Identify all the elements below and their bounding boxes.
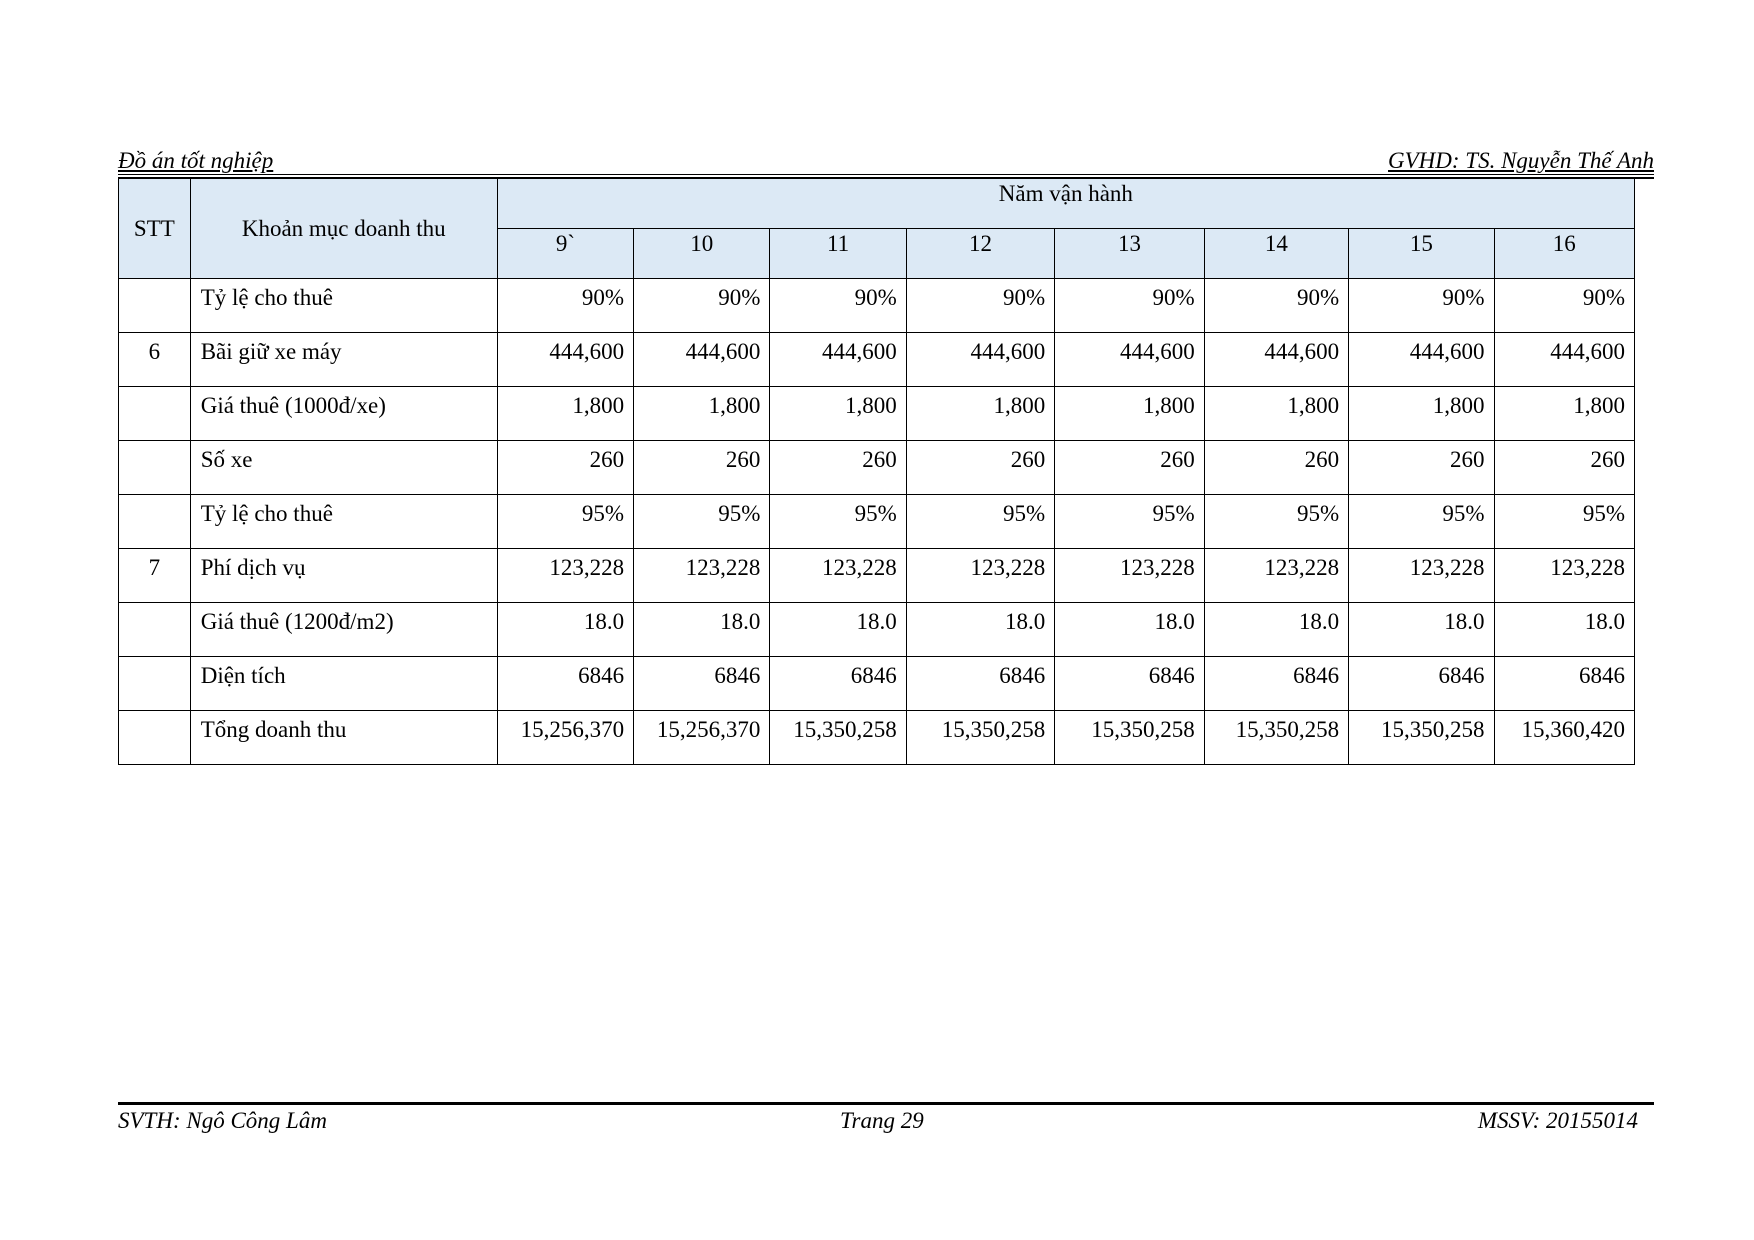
year-header-cell: 14 xyxy=(1204,229,1348,279)
revenue-table xyxy=(118,178,1635,765)
value-cell: 6846 xyxy=(1494,657,1634,711)
value-cell: 15,360,420 xyxy=(1494,711,1634,765)
year-header-cell: 16 xyxy=(1494,229,1634,279)
value-cell: 444,600 xyxy=(906,333,1054,387)
value-cell: 260 xyxy=(770,441,906,495)
value-cell: 6846 xyxy=(497,657,633,711)
value-cell: 260 xyxy=(1055,441,1204,495)
value-cell: 1,800 xyxy=(770,387,906,441)
value-cell: 6846 xyxy=(906,657,1054,711)
stt-cell: 7 xyxy=(119,549,191,603)
value-cell: 15,350,258 xyxy=(1204,711,1348,765)
table-row xyxy=(119,549,1635,603)
value-cell: 15,350,258 xyxy=(1055,711,1204,765)
item-cell: Bãi giữ xe máy xyxy=(190,333,497,387)
table-body xyxy=(119,279,1635,765)
value-cell: 123,228 xyxy=(1204,549,1348,603)
value-cell: 1,800 xyxy=(1349,387,1494,441)
column-header-item: Khoản mục doanh thu xyxy=(190,179,497,279)
value-cell: 123,228 xyxy=(1055,549,1204,603)
value-cell: 90% xyxy=(1055,279,1204,333)
value-cell: 1,800 xyxy=(1494,387,1634,441)
footer-divider xyxy=(118,1102,1654,1105)
value-cell: 260 xyxy=(1494,441,1634,495)
value-cell: 90% xyxy=(770,279,906,333)
value-cell: 18.0 xyxy=(497,603,633,657)
item-cell: Phí dịch vụ xyxy=(190,549,497,603)
item-cell: Tỷ lệ cho thuê xyxy=(190,279,497,333)
value-cell: 123,228 xyxy=(906,549,1054,603)
value-cell: 15,350,258 xyxy=(1349,711,1494,765)
table-row xyxy=(119,495,1635,549)
table-row xyxy=(119,657,1635,711)
value-cell: 123,228 xyxy=(1494,549,1634,603)
value-cell: 1,800 xyxy=(906,387,1054,441)
value-cell: 260 xyxy=(1349,441,1494,495)
value-cell: 6846 xyxy=(770,657,906,711)
item-cell: Diện tích xyxy=(190,657,497,711)
stt-cell xyxy=(119,495,191,549)
value-cell: 6846 xyxy=(1055,657,1204,711)
value-cell: 18.0 xyxy=(1494,603,1634,657)
table-header xyxy=(119,179,1635,279)
value-cell: 260 xyxy=(497,441,633,495)
value-cell: 1,800 xyxy=(634,387,770,441)
value-cell: 260 xyxy=(1204,441,1348,495)
value-cell: 15,350,258 xyxy=(770,711,906,765)
value-cell: 90% xyxy=(1494,279,1634,333)
value-cell: 18.0 xyxy=(1349,603,1494,657)
value-cell: 90% xyxy=(906,279,1054,333)
value-cell: 15,256,370 xyxy=(497,711,633,765)
header-divider xyxy=(118,174,1654,175)
value-cell: 95% xyxy=(1055,495,1204,549)
value-cell: 123,228 xyxy=(1349,549,1494,603)
item-cell: Tổng doanh thu xyxy=(190,711,497,765)
value-cell: 260 xyxy=(906,441,1054,495)
value-cell: 95% xyxy=(1204,495,1348,549)
year-header-cell: 10 xyxy=(634,229,770,279)
stt-cell xyxy=(119,603,191,657)
value-cell: 90% xyxy=(497,279,633,333)
item-cell: Giá thuê (1000đ/xe) xyxy=(190,387,497,441)
stt-cell xyxy=(119,279,191,333)
table-row xyxy=(119,603,1635,657)
student-id: MSSV: 20155014 xyxy=(1477,1108,1638,1133)
value-cell: 444,600 xyxy=(770,333,906,387)
value-cell: 90% xyxy=(1349,279,1494,333)
value-cell: 18.0 xyxy=(1204,603,1348,657)
year-header-cell: 15 xyxy=(1349,229,1494,279)
table-row xyxy=(119,711,1635,765)
value-cell: 444,600 xyxy=(1349,333,1494,387)
value-cell: 1,800 xyxy=(497,387,633,441)
stt-cell: 6 xyxy=(119,333,191,387)
value-cell: 444,600 xyxy=(497,333,633,387)
value-cell: 123,228 xyxy=(770,549,906,603)
value-cell: 1,800 xyxy=(1204,387,1348,441)
student-name: SVTH: Ngô Công Lâm xyxy=(118,1108,327,1133)
value-cell: 123,228 xyxy=(634,549,770,603)
value-cell: 6846 xyxy=(1204,657,1348,711)
year-header-cell: 13 xyxy=(1055,229,1204,279)
value-cell: 95% xyxy=(1349,495,1494,549)
document-title: Đồ án tốt nghiệp xyxy=(118,148,274,173)
value-cell: 6846 xyxy=(634,657,770,711)
value-cell: 260 xyxy=(634,441,770,495)
value-cell: 18.0 xyxy=(1055,603,1204,657)
item-cell: Số xe xyxy=(190,441,497,495)
stt-cell xyxy=(119,441,191,495)
page-number: Trang 29 xyxy=(840,1108,924,1133)
stt-cell xyxy=(119,657,191,711)
table-row xyxy=(119,279,1635,333)
value-cell: 90% xyxy=(634,279,770,333)
stt-cell xyxy=(119,711,191,765)
value-cell: 444,600 xyxy=(1204,333,1348,387)
year-header-cell: 9` xyxy=(497,229,633,279)
value-cell: 1,800 xyxy=(1055,387,1204,441)
item-cell: Giá thuê (1200đ/m2) xyxy=(190,603,497,657)
value-cell: 95% xyxy=(906,495,1054,549)
value-cell: 18.0 xyxy=(770,603,906,657)
value-cell: 95% xyxy=(1494,495,1634,549)
value-cell: 95% xyxy=(497,495,633,549)
year-header-cell: 12 xyxy=(906,229,1054,279)
supervisor-name: GVHD: TS. Nguyễn Thế Anh xyxy=(1388,148,1654,173)
value-cell: 444,600 xyxy=(634,333,770,387)
table-row xyxy=(119,387,1635,441)
value-cell: 444,600 xyxy=(1494,333,1634,387)
item-cell: Tỷ lệ cho thuê xyxy=(190,495,497,549)
value-cell: 95% xyxy=(634,495,770,549)
value-cell: 6846 xyxy=(1349,657,1494,711)
value-cell: 15,350,258 xyxy=(906,711,1054,765)
value-cell: 18.0 xyxy=(906,603,1054,657)
value-cell: 95% xyxy=(770,495,906,549)
value-cell: 18.0 xyxy=(634,603,770,657)
table-row xyxy=(119,333,1635,387)
column-group-operating-years: Năm vận hành xyxy=(497,179,1634,229)
value-cell: 123,228 xyxy=(497,549,633,603)
page-footer xyxy=(118,1108,1638,1138)
column-header-stt: STT xyxy=(119,179,191,279)
value-cell: 444,600 xyxy=(1055,333,1204,387)
value-cell: 15,256,370 xyxy=(634,711,770,765)
table-row xyxy=(119,441,1635,495)
value-cell: 90% xyxy=(1204,279,1348,333)
stt-cell xyxy=(119,387,191,441)
year-header-cell: 11 xyxy=(770,229,906,279)
